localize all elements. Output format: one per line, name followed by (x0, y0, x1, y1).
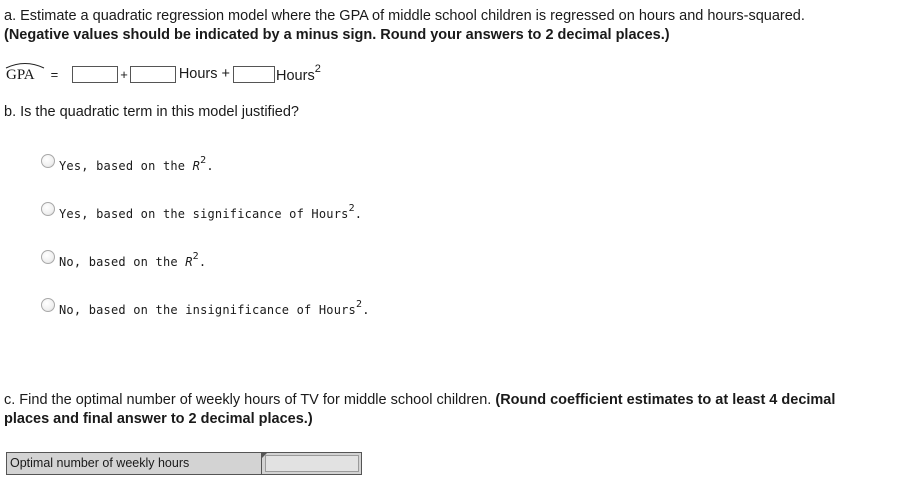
option-no-insignificance[interactable] (41, 301, 370, 317)
part-c-instructions-2: places and final answer to 2 decimal places.) (4, 411, 313, 427)
period: . (198, 255, 207, 269)
r-symbol: R (192, 159, 201, 173)
part-c-instructions-1: (Round coefficient estimates to at least 4 decimal (495, 392, 836, 408)
gpa-text: GPA (6, 66, 35, 83)
radio-button[interactable] (41, 298, 55, 312)
option-label (59, 301, 370, 317)
option-text: No, based on the (59, 255, 186, 269)
hours-coefficient-input[interactable] (130, 66, 176, 83)
superscript: 2 (192, 251, 199, 262)
option-label (59, 157, 214, 173)
part-b-question: b. Is the quadratic term in this model justified? (4, 104, 299, 120)
part-c-question-text: c. Find the optimal number of weekly hours of TV for middle school children. (4, 392, 496, 408)
hours-squared-exponent: 2 (314, 62, 321, 75)
regression-equation (6, 63, 321, 85)
period: . (362, 303, 370, 317)
radio-button[interactable] (41, 154, 55, 168)
option-label (59, 253, 206, 269)
radio-button[interactable] (41, 202, 55, 216)
option-text: Yes, based on the significance of Hours (59, 207, 349, 221)
period: . (354, 207, 363, 221)
option-no-r-squared[interactable] (41, 253, 206, 269)
gpa-hat-label (6, 65, 35, 84)
hours-squared-text: Hours (276, 67, 315, 84)
optimal-hours-input[interactable] (265, 455, 359, 472)
period: . (206, 159, 214, 173)
option-text: No, based on the insignificance of Hours (59, 303, 356, 317)
plus-sign: + (120, 66, 128, 82)
option-label (59, 205, 362, 221)
part-a-prompt: a. Estimate a quadratic regression model where the GPA of middle school children is regressed on hours and hours-squared. (4, 8, 805, 24)
hours-squared-coefficient-input[interactable] (233, 66, 275, 83)
superscript: 2 (200, 155, 207, 166)
option-yes-r-squared[interactable] (41, 157, 214, 173)
intercept-input[interactable] (72, 66, 118, 83)
optimal-hours-cell[interactable] (262, 452, 362, 475)
superscript: 2 (355, 299, 363, 310)
hours-term-label: Hours + (178, 66, 231, 82)
option-text: Yes, based on the (59, 159, 193, 173)
hat-accent-icon (5, 61, 45, 69)
radio-button[interactable] (41, 250, 55, 264)
part-c-prompt (4, 391, 898, 410)
part-a-instructions: (Negative values should be indicated by a minus sign. Round your answers to 2 decimal places.) (4, 27, 670, 43)
superscript: 2 (348, 203, 355, 214)
answer-table-row (6, 452, 362, 475)
option-yes-significance[interactable] (41, 205, 362, 221)
optimal-hours-label: Optimal number of weekly hours (6, 452, 262, 475)
r-symbol: R (185, 255, 193, 269)
equals-sign: = (50, 66, 59, 82)
hours-squared-term-label (276, 62, 321, 84)
